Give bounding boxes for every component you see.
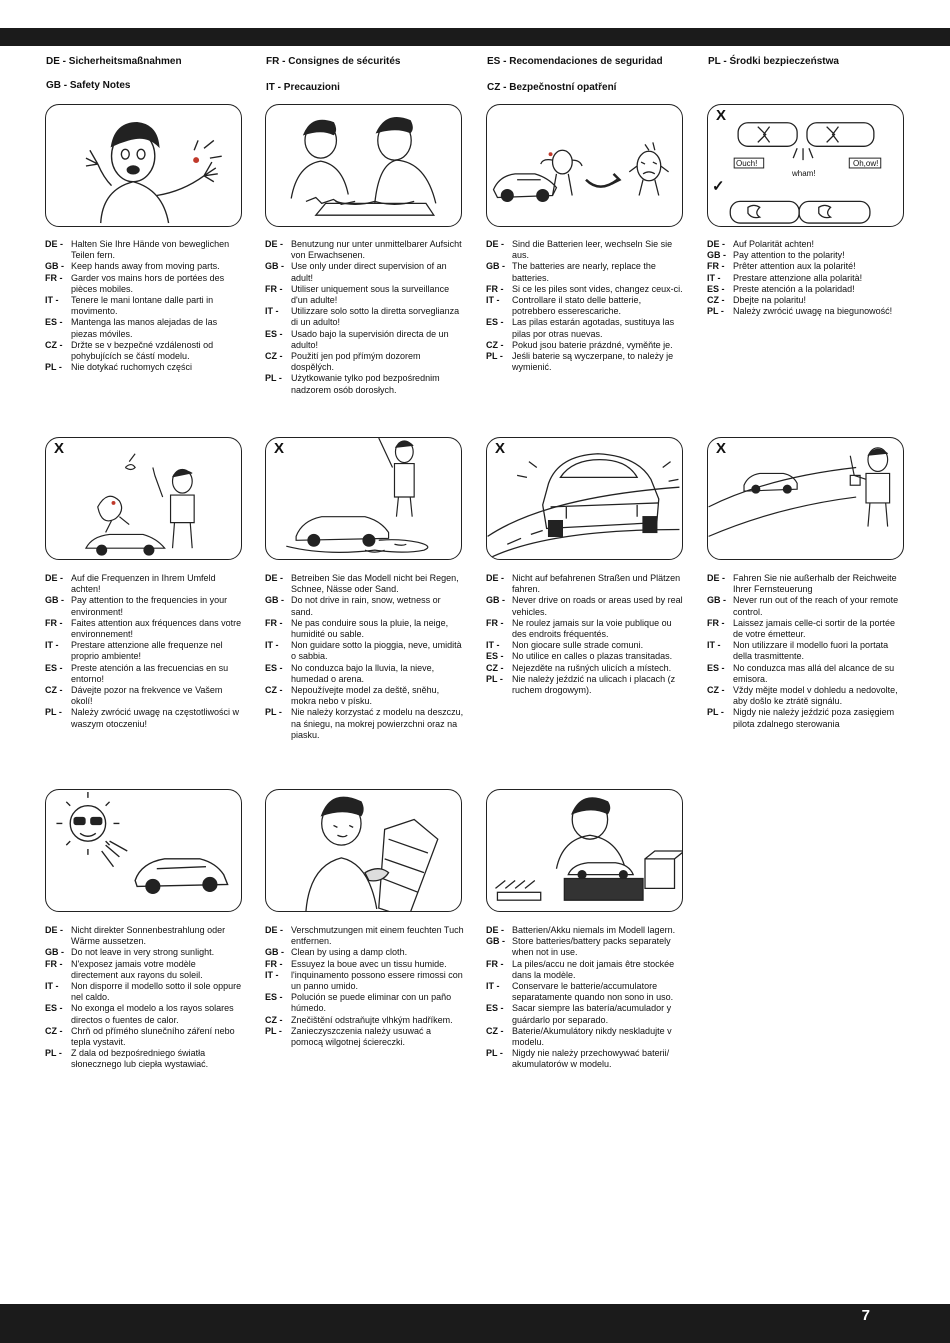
safety-text: Nejezděte na rušných ulicích a místech. [512,662,672,673]
language-code: FR - [45,617,63,628]
safety-text: Jeśli baterie są wyczerpane, to należy je wymienić. [512,351,674,373]
language-code: FR - [45,958,63,969]
language-code: CZ - [45,1025,63,1036]
safety-line [486,674,686,696]
out-of-range-illustration [708,438,903,559]
safety-line [45,362,245,373]
safety-text: Si ce les piles sont vides, changez ceux-ci. [512,283,683,294]
safety-text: Las pilas estarán agotadas, sustituya las pilas por otras nuevas. [512,317,675,339]
safety-line [486,1003,686,1025]
safety-text: Verschmutzungen mit einem feuchten Tuch entfernen. [291,925,464,947]
safety-text: Never drive on roads or areas used by real vehicles. [512,595,683,617]
illustration-clean [265,789,462,912]
language-code: IT - [486,640,500,651]
language-code: DE - [45,239,63,249]
language-code: IT - [486,295,500,306]
language-code: ES - [486,317,504,328]
safety-line [45,1003,245,1025]
safety-text: Preste atención a la polaridad! [733,283,855,294]
safety-text: Non disporre il modello sotto il sole oppure nel caldo. [71,981,242,1003]
language-code: PL - [265,707,282,718]
safety-line [486,936,686,958]
language-code: FR - [486,958,504,969]
safety-line [45,925,245,947]
language-code: PL - [486,1048,503,1059]
language-code: CZ - [45,339,63,350]
safety-text: Do not drive in rain, snow, wetness or sand. [291,595,441,617]
language-code: GB - [265,947,284,958]
safety-line [486,261,686,283]
safety-line [265,239,465,261]
section-batteries-empty [486,239,686,373]
language-code: FR - [707,261,725,272]
language-code: ES - [707,662,725,673]
illustration-range [707,437,904,560]
safety-text: Sacar siempre las batería/acumulador y guárdarlo por separado. [512,1003,672,1025]
language-code: ES - [486,1003,504,1014]
language-code: CZ - [486,1025,504,1036]
wrong-x-mark: X [716,440,727,457]
safety-line [265,618,465,640]
section-supervision [265,239,465,396]
safety-line [45,595,245,617]
language-code: DE - [486,239,504,249]
safety-text: Použití jen pod přímým dozorem dospělých. [291,351,421,373]
safety-line [45,685,245,707]
safety-text: Auf Polarität achten! [733,239,815,249]
safety-line [707,618,907,640]
language-code: CZ - [265,685,283,696]
safety-line [265,573,465,595]
safety-text: Nicht auf befahrenen Straßen und Plätzen fahren. [512,573,681,595]
wrong-x-mark: X [716,107,727,124]
header-cz: CZ - Bezpečnostní opatření [487,82,617,93]
safety-text: Tenere le mani lontane dalle parti in movimento. [71,295,214,317]
language-code: PL - [486,351,503,362]
safety-text: Nigdy nie należy jeździć poza zasięgiem pilota zdalnego sterowania [733,707,895,729]
safety-text: The batteries are nearly, replace the batteries. [512,261,656,283]
safety-line [707,284,907,295]
safety-text: Do not leave in very strong sunlight. [71,947,215,958]
language-code: GB - [486,261,505,272]
safety-line [265,1015,465,1026]
safety-text: Nie dotykać ruchomych części [71,362,193,373]
language-code: IT - [265,969,279,980]
safety-line [707,273,907,284]
language-code: IT - [45,295,59,306]
safety-line [45,959,245,981]
language-code: DE - [707,239,725,249]
wrong-x-mark: X [54,440,65,457]
safety-line [45,261,245,272]
safety-line [45,707,245,729]
language-code: CZ - [486,339,504,350]
section-polarity [707,239,907,317]
language-code: IT - [486,981,500,992]
safety-text: Batterien/Akku niemals im Modell lagern. [512,925,676,935]
safety-text: Użytkowanie tylko pod bezpośrednim nadzorem osób dorosłych. [291,373,440,395]
section-frequencies [45,573,245,730]
safety-line [45,640,245,662]
language-code: GB - [707,250,726,261]
safety-text: Non utilizzare il modello fuori la portata della trasmittente. [733,640,889,662]
illustration-rain [265,437,462,560]
header-pl: PL - Środki bezpieczeństwa [708,56,839,67]
language-code: PL - [265,373,282,384]
safety-text: Mantenga las manos alejadas de las piezas móviles. [71,317,218,339]
language-code: GB - [45,261,64,272]
safety-text: Usado bajo la supervisión directa de un adulto! [291,328,449,350]
safety-line [707,261,907,272]
safety-line [707,640,907,662]
language-code: DE - [486,573,504,583]
header-de: DE - Sicherheitsmaßnahmen [46,56,182,67]
safety-text: Pokud jsou baterie prázdné, vyměňte je. [512,339,673,350]
safety-line [486,663,686,674]
safety-line [707,685,907,707]
safety-text: Controllare il stato delle batterie, potrebbero esserescariche. [512,295,642,317]
language-code: IT - [45,981,59,992]
language-code: GB - [486,595,505,606]
safety-line [707,239,907,250]
safety-line [486,959,686,981]
header-es: ES - Recomendaciones de seguridad [487,56,663,67]
safety-text: Držte se v bezpečné vzdálenosti od pohybujících se částí modelu. [71,339,214,362]
language-code: PL - [707,707,724,718]
language-code: FR - [707,617,725,628]
language-code: FR - [265,283,283,294]
safety-line [265,685,465,707]
safety-line [265,707,465,741]
safety-text: Dbejte na polaritu! [733,295,807,306]
safety-text: Nie należy jeździć na ulicach i placach (z ruchem drogowym). [512,673,676,696]
safety-line [486,295,686,317]
safety-line [265,329,465,351]
safety-text: Prestare attenzione alla polarità! [733,272,863,283]
wrong-x-mark: X [495,440,506,457]
safety-line [265,663,465,685]
safety-line [486,1026,686,1048]
language-code: ES - [265,992,283,1003]
language-code: CZ - [265,1014,283,1025]
illustration-storage [486,789,683,912]
safety-text: l'inquinamento possono essere rimossi con un panno umido. [291,969,463,992]
wet-ground-illustration [266,438,461,559]
safety-text: Vždy mějte model v dohledu a nedovolte, aby došlo ke ztrátě signálu. [733,685,898,707]
language-code: ES - [45,662,63,673]
safety-line [486,595,686,617]
language-code: FR - [265,617,283,628]
safety-text: La piles/accu ne doit jamais être stockée dans la modèle. [512,958,675,980]
language-code: PL - [486,673,503,684]
language-code: GB - [707,595,726,606]
wrong-x-mark: X [274,440,285,457]
safety-text: Nie należy korzystać z modelu na deszczu, na śniegu, na mokrej powierzchni oraz na piasku. [291,707,464,740]
language-code: IT - [265,640,279,651]
battery-storage-illustration [487,790,682,911]
section-range [707,573,907,730]
safety-line [707,306,907,317]
safety-line [45,317,245,339]
language-code: PL - [45,362,62,373]
section-clean [265,925,465,1048]
language-code: FR - [486,283,504,294]
language-code: DE - [265,925,283,935]
section-storage [486,925,686,1071]
language-code: CZ - [707,685,725,696]
header-it: IT - Precauzioni [266,82,340,93]
safety-text: Essuyez la boue avec un tissu humide. [291,958,447,969]
language-code: IT - [707,272,721,283]
safety-line [707,250,907,261]
safety-text: Clean by using a damp cloth. [291,947,408,958]
safety-text: Conservare le batterie/accumulatore separatamente quando non sono in uso. [512,981,674,1003]
safety-line [45,618,245,640]
bottom-bar [0,1304,950,1343]
safety-text: Z dala od bezpośredniego światła słonecznego lub ciepła wystawiać. [71,1048,209,1070]
safety-text: N'exposez jamais votre modèle directement aux rayons du soleil. [71,958,203,980]
safety-line [265,959,465,970]
safety-text: No conduzca mas allá del alcance de su emisora. [733,662,895,684]
safety-line [265,284,465,306]
ohow-label: Oh,ow! [853,159,879,168]
safety-line [486,925,686,936]
safety-line [45,1026,245,1048]
safety-line [45,947,245,958]
illustration-sunlight [45,789,242,912]
page-number: 7 [861,1307,870,1324]
safety-line [265,947,465,958]
safety-line [45,663,245,685]
safety-text: Keep hands away from moving parts. [71,261,220,272]
top-bar [0,28,950,46]
section-roads [486,573,686,696]
safety-text: Nepoužívejte model za deště, sněhu, mokra nebo v písku. [291,685,440,707]
header-gb: GB - Safety Notes [46,80,131,91]
language-code: ES - [45,317,63,328]
safety-text: Nicht direkter Sonnenbestrahlung oder Wärme aussetzen. [71,925,226,947]
safety-line [265,261,465,283]
safety-line [486,239,686,261]
language-code: FR - [486,617,504,628]
safety-text: Dávejte pozor na frekvence ve Vašem okolí! [71,685,223,707]
language-code: ES - [707,283,725,294]
language-code: PL - [707,306,724,317]
safety-line [265,970,465,992]
safety-text: No utilice en calles o plazas transitadas. [512,651,673,662]
safety-text: Betreiben Sie das Modell nicht bei Regen, Schnee, Nässe oder Sand. [291,573,459,595]
safety-line [45,340,245,362]
safety-text: Polución se puede eliminar con un paño húmedo. [291,992,452,1014]
illustration-hands [45,104,242,227]
wham-label: wham! [792,169,816,178]
illustration-supervision [265,104,462,227]
safety-line [486,640,686,651]
language-code: ES - [265,662,283,673]
cleaning-illustration [266,790,461,911]
language-code: IT - [265,306,279,317]
section-sunlight [45,925,245,1071]
tired-battery-illustration [487,105,682,226]
language-code: GB - [486,936,505,947]
safety-text: Auf die Frequenzen in Ihrem Umfeld achten! [71,573,216,595]
language-code: DE - [265,573,283,583]
safety-text: Utilizzare solo sotto la diretta sorveglianza di un adulto! [291,306,460,328]
safety-text: Ne pas conduire sous la pluie, la neige, humidité ou sable. [291,617,449,640]
safety-line [45,239,245,261]
safety-text: Halten Sie Ihre Hände von beweglichen Teilen fern. [71,239,230,261]
safety-text: Prestare attenzione alle frequenze nel proprio ambiente! [71,640,223,662]
illustration-roads [486,437,683,560]
safety-text: Benutzung nur unter unmittelbarer Aufsicht von Erwachsenen. [291,239,462,261]
language-code: IT - [707,640,721,651]
safety-line [486,351,686,373]
language-code: CZ - [45,685,63,696]
language-code: ES - [45,1003,63,1014]
safety-text: Znečištění odstraňujte vlhkým hadříkem. [291,1014,453,1025]
safety-line [486,981,686,1003]
safety-line [486,1048,686,1070]
illustration-frequencies [45,437,242,560]
safety-line [486,573,686,595]
safety-line [707,707,907,729]
language-code: FR - [265,958,283,969]
language-code: GB - [265,261,284,272]
safety-text: Faites attention aux fréquences dans votre environnement! [71,617,242,640]
safety-line [486,340,686,351]
language-code: ES - [486,651,504,662]
safety-text: Never run out of the reach of your remote control. [733,595,899,617]
safety-text: Use only under direct supervision of an adult! [291,261,447,283]
language-code: GB - [45,595,64,606]
safety-text: Non guidare sotto la pioggia, neve, umidità o sabbia. [291,640,462,662]
safety-line [265,351,465,373]
safety-line [707,295,907,306]
safety-text: No exonga el modelo a los rayos solares directos o fuentes de calor. [71,1003,234,1025]
language-code: PL - [45,1048,62,1059]
check-mark: ✓ [712,178,725,195]
section-rain [265,573,465,741]
safety-text: Garder vos mains hors de portées des pièces mobiles. [71,272,225,294]
safety-line [486,651,686,662]
safety-text: Zanieczyszczenia należy usuwać a pomocą wilgotnej ściereczki. [291,1025,432,1048]
car-on-road-illustration [487,438,682,559]
safety-text: Ne roulez jamais sur la voie publique ou des endroits fréquentés. [512,617,672,640]
safety-line [265,925,465,947]
section-hands [45,239,245,373]
safety-line [265,595,465,617]
safety-line [265,373,465,395]
language-code: IT - [45,640,59,651]
ouch-label: Ouch! [736,159,758,168]
safety-text: Store batteries/battery packs separately when not in use. [512,936,671,958]
language-code: FR - [45,272,63,283]
language-code: CZ - [486,662,504,673]
illustration-polarity [707,104,904,227]
child-hands-illustration [46,105,241,226]
safety-line [45,295,245,317]
safety-line [45,1048,245,1070]
safety-line [486,317,686,339]
safety-line [707,663,907,685]
safety-line [707,573,907,595]
safety-text: Pay attention to the polarity! [733,250,845,261]
language-code: DE - [707,573,725,583]
sun-car-illustration [46,790,241,911]
safety-text: Należy zwrócić uwagę na częstotliwości w waszym otoczeniu! [71,707,240,729]
language-code: CZ - [707,295,725,306]
safety-text: Baterie/Akumulátory nikdy neskladujte v modelu. [512,1025,672,1048]
language-code: PL - [45,707,62,718]
safety-line [265,1026,465,1048]
language-code: DE - [265,239,283,249]
language-code: ES - [265,328,283,339]
safety-line [45,573,245,595]
safety-text: Non giocare sulle strade comuni. [512,640,644,651]
safety-text: Laissez jamais celle-ci sortir de la portée de votre émetteur. [733,617,896,640]
safety-text: Fahren Sie nie außerhalb der Reichweite Ihrer Fernsteuerung [733,573,897,595]
safety-line [265,992,465,1014]
safety-text: Należy zwrócić uwagę na biegunowość! [733,306,893,317]
frequency-interference-illustration [46,438,241,559]
language-code: DE - [486,925,504,935]
safety-line [486,284,686,295]
adult-child-illustration [266,105,461,226]
language-code: PL - [265,1025,282,1036]
language-code: GB - [45,947,64,958]
safety-text: No conduzca bajo la lluvia, la nieve, humedad o arena. [291,662,435,684]
safety-line [707,595,907,617]
safety-text: Prêter attention aux la polarité! [733,261,856,272]
language-code: CZ - [265,351,283,362]
safety-line [265,306,465,328]
safety-text: Preste atención a las frecuencias en su entorno! [71,662,229,684]
language-code: DE - [45,573,63,583]
safety-text: Nigdy nie należy przechowywać baterii/ akumulatorów w modelu. [512,1048,670,1070]
illustration-batteries-empty [486,104,683,227]
safety-line [45,981,245,1003]
safety-text: Chrň od přímého slunečního záření nebo tepla vystavit. [71,1025,235,1048]
safety-line [45,273,245,295]
safety-text: Utiliser uniquement sous la surveillance d'un adulte! [291,283,450,306]
language-code: GB - [265,595,284,606]
safety-text: Pay attention to the frequencies in your environment! [71,595,228,617]
language-code: DE - [45,925,63,935]
safety-text: Sind die Batterien leer, wechseln Sie sie aus. [512,239,673,261]
header-fr: FR - Consignes de sécurités [266,56,401,67]
safety-line [486,618,686,640]
safety-line [265,640,465,662]
